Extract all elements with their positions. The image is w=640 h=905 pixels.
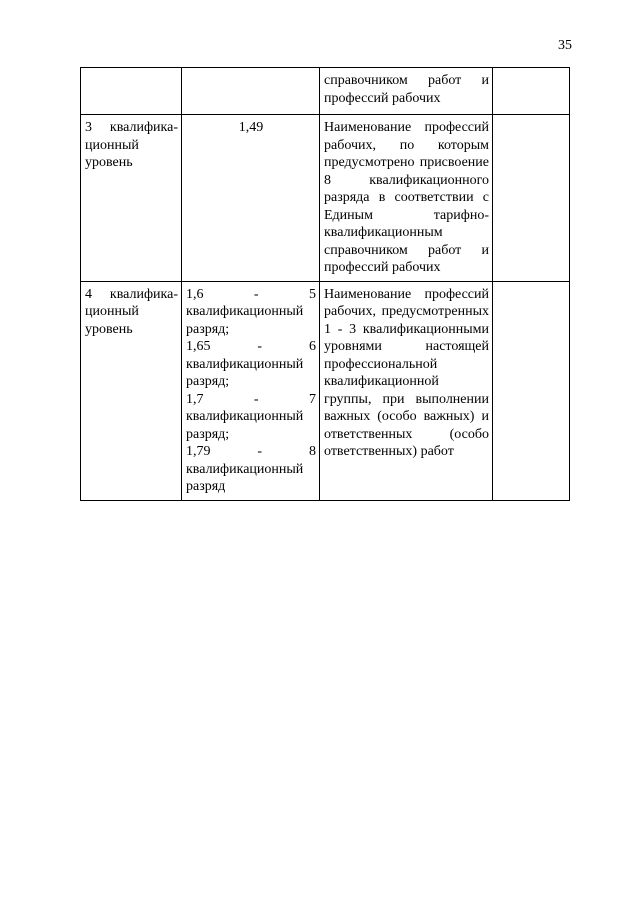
coefficient-value: 1,49 (238, 120, 264, 135)
page-number: 35 (558, 38, 572, 53)
coefficient-cell (182, 115, 320, 282)
coefficient-line: 1,7 - 7 квалификационный разряд; (186, 391, 316, 442)
qualification-table (80, 67, 570, 501)
level-cell: 3 квалифика-ционный уровень (81, 115, 182, 282)
level-cell (81, 68, 182, 115)
table-row (81, 115, 570, 282)
coefficient-line: 1,6 - 5 квалификационный разряд; (186, 286, 316, 337)
extra-cell (493, 281, 570, 500)
description-cell: справочником работ и профессий рабочих (320, 68, 493, 115)
coefficient-line: 1,79 - 8 квалификационный разряд (186, 444, 316, 494)
table-row (81, 281, 570, 500)
coefficient-line: 1,65 - 6 квалификационный разряд; (186, 339, 316, 389)
description-cell: Наименование профессий рабочих, предусмотренных 1 - 3 квалификационными уровнями настоящей профессиональной квалификационной группы, при выполнении важных (особо важных) и ответственных (особо ответственных) работ (320, 281, 493, 500)
extra-cell (493, 68, 570, 115)
extra-cell (493, 115, 570, 282)
description-cell: Наименование профессий рабочих, по которым предусмотрено присвоение 8 квалификационного разряда в соответствии с Единым тарифно-квалификационным справочником работ и профессий рабочих (320, 115, 493, 282)
level-cell: 4 квалифика-ционный уровень (81, 281, 182, 500)
coefficient-cell (182, 281, 320, 500)
coefficient-cell (182, 68, 320, 115)
table-row (81, 68, 570, 115)
